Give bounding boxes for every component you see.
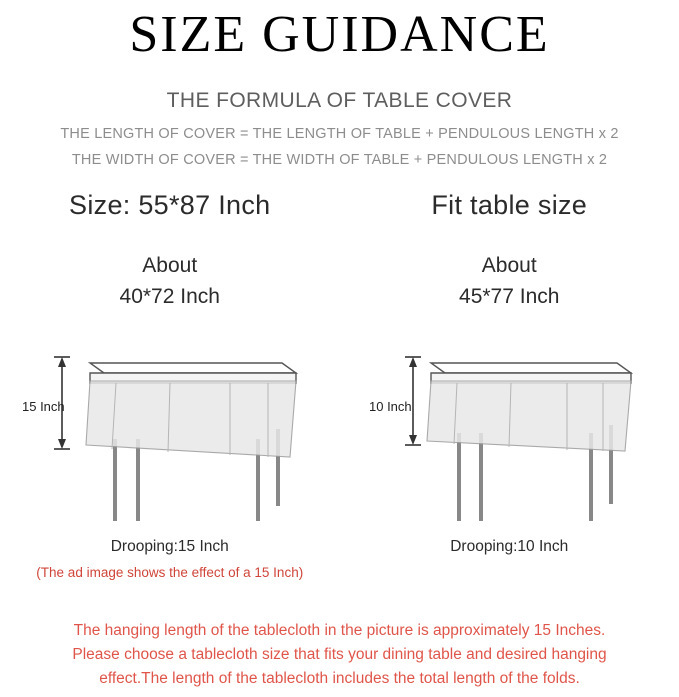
bottom-note-line-3: effect.The length of the tablecloth includes the total length of the folds.	[99, 669, 580, 687]
drooping-right: Drooping:10 Inch	[450, 538, 569, 556]
column-fit-table-size	[340, 190, 679, 580]
cover-about-value: 40*72 Inch	[119, 285, 220, 309]
table-diagram-left	[0, 321, 340, 536]
table-illustration	[20, 321, 320, 536]
bottom-note-line-2: Please choose a tablecloth size that fits your dining table and desired hanging	[72, 645, 607, 663]
cover-about-label: About	[142, 254, 198, 278]
cover-size-heading: Size: 55*87 Inch	[69, 190, 271, 221]
size-columns	[0, 190, 679, 580]
page-title: SIZE GUIDANCE	[129, 6, 550, 63]
fit-about-label: About	[481, 254, 537, 278]
bottom-note	[0, 619, 679, 691]
drop-label-right: 10 Inch	[369, 399, 412, 415]
fit-table-heading: Fit table size	[431, 190, 588, 221]
bottom-note-line-1: The hanging length of the tablecloth in the picture is approximately 15 Inches.	[73, 621, 606, 639]
table-diagram-right	[340, 321, 679, 536]
formula-length-line: THE LENGTH OF COVER = THE LENGTH OF TABLE + PENDULOUS LENGTH x 2	[60, 126, 619, 143]
table-illustration	[359, 321, 659, 536]
ad-image-note: (The ad image shows the effect of a 15 Inch)	[36, 565, 304, 581]
drop-label-left: 15 Inch	[21, 399, 65, 415]
formula-width-line: THE WIDTH OF COVER = THE WIDTH OF TABLE + PENDULOUS LENGTH x 2	[71, 152, 608, 169]
fit-about-value: 45*77 Inch	[459, 285, 560, 309]
drooping-left: Drooping:15 Inch	[110, 538, 229, 556]
column-cover-size	[0, 190, 340, 580]
formula-heading: THE FORMULA OF TABLE COVER	[166, 89, 513, 113]
